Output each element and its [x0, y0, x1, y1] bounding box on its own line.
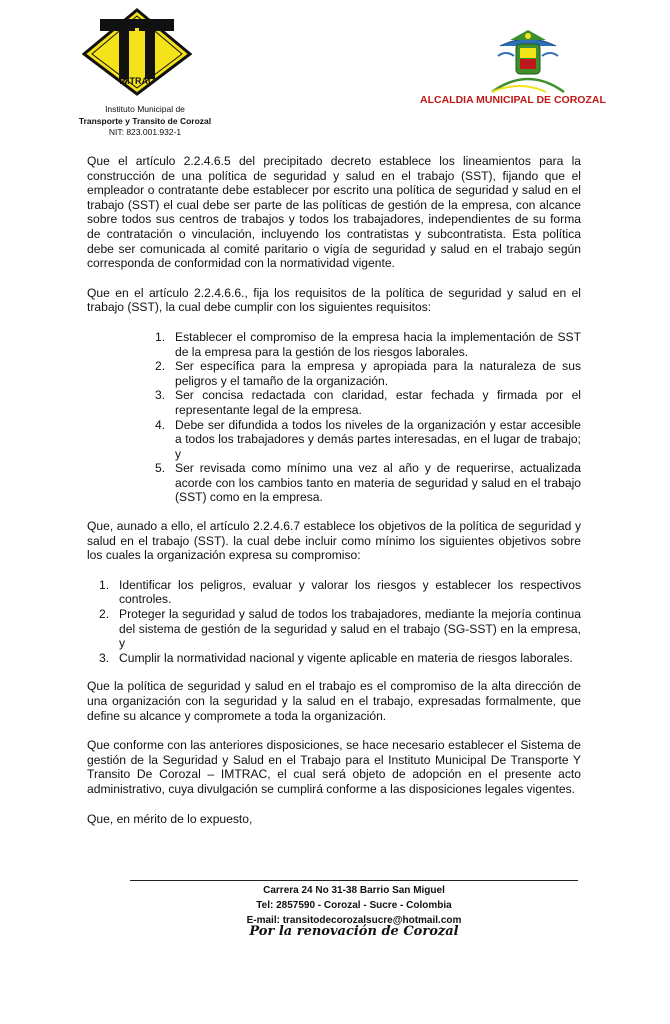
imtrac-logo	[82, 8, 192, 96]
list-number: 5.	[155, 461, 166, 476]
list-item	[155, 461, 581, 505]
footer-divider	[130, 880, 578, 881]
paragraph-3: Que, aunado a ello, el artículo 2.2.4.6.7 establece los objetivos de la política de seguridad y salud en el trabajo (SST). la cual debe incluir como mínimo los siguientes objetivos sobre los cuales la organización expresa su compromiso:	[87, 519, 581, 563]
list-number: 2.	[99, 607, 110, 622]
list-item-text: Ser concisa redactada con claridad, estar fechada y firmada por el representante legal de la empresa.	[175, 388, 581, 417]
list-item	[155, 359, 581, 388]
list-item-text: Establecer el compromiso de la empresa hacia la implementación de SST de la empresa para la gestión de los riesgos laborales.	[175, 329, 581, 359]
alcaldia-heading: ALCALDIA MUNICIPAL DE COROZAL	[420, 94, 606, 106]
requirements-list	[155, 329, 581, 505]
list-item-text: Ser específica para la empresa y apropiada para la naturaleza de sus peligros y el tamaño de la organización.	[175, 359, 581, 388]
closing-line: Que, en mérito de lo expuesto,	[87, 811, 253, 826]
list-item	[99, 650, 581, 666]
list-number: 1.	[99, 577, 110, 592]
footer-address: Carrera 24 No 31-38 Barrio San Miguel	[263, 885, 445, 896]
document-body	[87, 154, 581, 841]
org-nit: NIT: 823.001.932-1	[108, 127, 182, 137]
footer-email: E-mail: transitodecorozalsucre@hotmail.com	[246, 915, 462, 926]
list-item	[99, 607, 581, 651]
paragraph-2: Que en el artículo 2.2.4.6.6., fija los requisitos de la política de seguridad y salud en el trabajo (SST), la cual debe cumplir con los siguientes requisitos:	[87, 285, 581, 315]
org-name-line1: Instituto Municipal de	[105, 104, 185, 114]
list-number: 3.	[99, 650, 110, 665]
list-number: 1.	[155, 329, 166, 344]
list-item-text: Identificar los peligros, evaluar y valorar los riesgos y establecer los respectivos controles.	[119, 577, 581, 607]
list-number: 4.	[155, 417, 166, 432]
list-item-text: Cumplir la normatividad nacional y vigente aplicable en materia de riesgos laborales.	[119, 650, 573, 665]
objectives-list	[99, 577, 581, 666]
list-item-text: Ser revisada como mínimo una vez al año y de requerirse, actualizada acorde con los cambios tanto en materia de seguridad y salud en el trabajo (SST) como en la empresa.	[175, 461, 581, 505]
logo-text: IMTRAC	[119, 76, 155, 86]
org-name-line2: Transporte y Transito de Corozal	[78, 116, 212, 126]
list-item-text: Proteger la seguridad y salud de todos los trabajadores, mediante la mejoría continua del sistema de gestión de la seguridad y salud en el trabajo (SG-SST) en la empresa, y	[119, 607, 581, 651]
list-number: 2.	[155, 359, 166, 374]
list-item	[155, 329, 581, 359]
list-number: 3.	[155, 388, 166, 403]
paragraph-1: Que el artículo 2.2.4.6.5 del precipitado decreto establece los lineamientos para la construcción de una política de seguridad y salud en el trabajo (SST), fijando que el empleador o contratante debe establecer por escrito una política de seguridad y salud en el trabajo (SST) el cual debe ser parte de las políticas de gestión de la empresa, con alcance sobre todos sus centros de trabajos y todos los trabajadores, independientes de su forma de contratación o vinculación, incluyendo los contratistas y subcontratista. Esta política debe ser comunicada al comité paritario o vigía de seguridad y salud en el trabajo según corresponda de conformidad con la normatividad vigente.	[87, 154, 581, 271]
paragraph-4: Que la política de seguridad y salud en el trabajo es el compromiso de la alta dirección de una organización con la seguridad y la salud en el trabajo, expresadas formalmente, que define su alcance y compromete a toda la organización.	[87, 679, 581, 723]
footer-motto: Por la renovación de Corozal	[249, 924, 459, 939]
municipal-seal-logo	[490, 26, 566, 96]
list-item	[155, 417, 581, 462]
list-item	[99, 577, 581, 607]
footer-phone: Tel: 2857590 - Corozal - Sucre - Colombia	[256, 900, 452, 911]
paragraph-5: Que conforme con las anteriores disposiciones, se hace necesario establecer el Sistema de gestión de la Seguridad y Salud en el Trabajo para el Instituto Municipal De Transporte Y Transito De Corozal – IMTRAC, el cual será objeto de adopción en el presente acto administrativo, cuya divulgación se cumplirá conforme a las disposiciones legales vigentes.	[87, 738, 581, 796]
list-item-text: Debe ser difundida a todos los niveles de la organización y estar accesible a todos los trabajadores y demás partes interesadas, en el lugar de trabajo; y	[175, 417, 581, 461]
list-item	[155, 388, 581, 417]
